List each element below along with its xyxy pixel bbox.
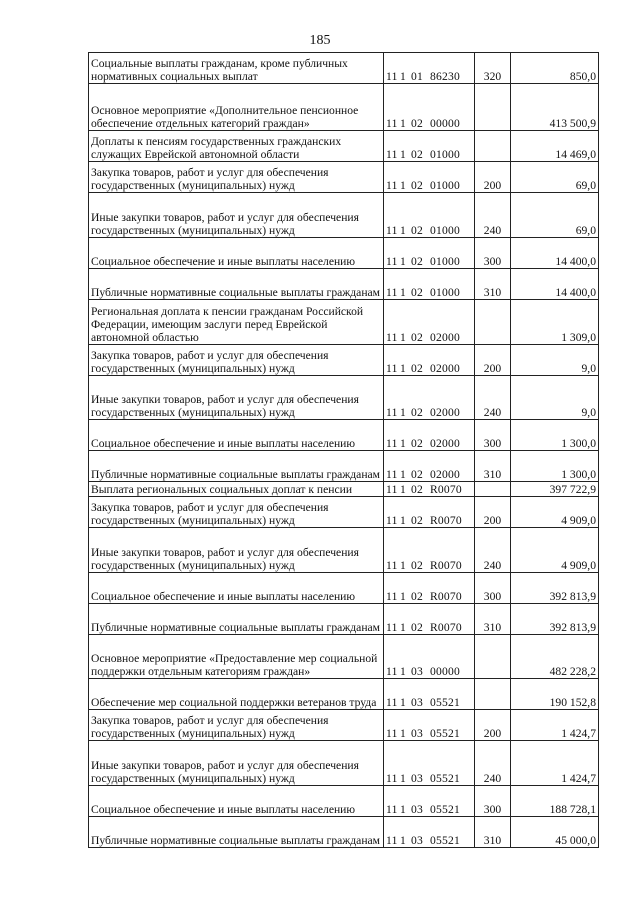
table-row — [89, 53, 599, 84]
code-segment: 1 — [400, 148, 406, 161]
row-code — [384, 345, 475, 376]
row-code — [384, 710, 475, 741]
code-segment: 11 — [386, 362, 398, 375]
table-row — [89, 679, 599, 710]
code-segment: 01000 — [430, 224, 460, 237]
table-row — [89, 497, 599, 528]
row-expense-type: 200 — [475, 345, 511, 376]
row-name: Основное мероприятие «Предоставление мер социальной поддержки отдельным категориям граждан» — [89, 635, 384, 679]
row-name: Закупка товаров, работ и услуг для обеспечения государственных (муниципальных) нужд — [89, 162, 384, 193]
code-segment: 1 — [400, 437, 406, 450]
code-segment: R0070 — [430, 621, 462, 634]
table-row — [89, 451, 599, 482]
table-row — [89, 345, 599, 376]
row-code — [384, 451, 475, 482]
code-segment: 1 — [400, 331, 406, 344]
code-segment: 11 — [386, 255, 398, 268]
code-segment: 11 — [386, 483, 398, 496]
code-segment: 02 — [411, 437, 423, 450]
table-row — [89, 162, 599, 193]
row-name: Публичные нормативные социальные выплаты гражданам — [89, 817, 384, 848]
row-name: Обеспечение мер социальной поддержки ветеранов труда — [89, 679, 384, 710]
table-row — [89, 573, 599, 604]
code-segment: 02 — [411, 179, 423, 192]
code-segment: 1 — [400, 665, 406, 678]
row-sum: 397 722,9 — [511, 482, 599, 497]
row-sum: 69,0 — [511, 162, 599, 193]
row-code — [384, 604, 475, 635]
code-segment: 1 — [400, 621, 406, 634]
row-code — [384, 162, 475, 193]
code-segment: 02000 — [430, 362, 460, 375]
code-segment: 01000 — [430, 148, 460, 161]
code-segment: 00000 — [430, 117, 460, 130]
row-name: Выплата региональных социальных доплат к пенсии — [89, 482, 384, 497]
code-segment: 05521 — [430, 772, 460, 785]
row-code — [384, 269, 475, 300]
row-code — [384, 420, 475, 451]
row-expense-type: 200 — [475, 497, 511, 528]
code-segment: 02 — [411, 286, 423, 299]
code-segment: 02 — [411, 255, 423, 268]
code-segment: 1 — [400, 362, 406, 375]
code-segment: 11 — [386, 696, 398, 709]
row-sum: 14 469,0 — [511, 131, 599, 162]
budget-table — [88, 52, 599, 848]
code-segment: 1 — [400, 727, 406, 740]
row-name: Социальные выплаты гражданам, кроме публичных нормативных социальных выплат — [89, 53, 384, 84]
row-name: Публичные нормативные социальные выплаты гражданам — [89, 269, 384, 300]
code-segment: 1 — [400, 590, 406, 603]
row-sum: 1 424,7 — [511, 741, 599, 786]
code-segment: 1 — [400, 483, 406, 496]
table-row — [89, 528, 599, 573]
row-code — [384, 238, 475, 269]
row-code — [384, 786, 475, 817]
row-code — [384, 193, 475, 238]
row-name: Иные закупки товаров, работ и услуг для обеспечения государственных (муниципальных) нужд — [89, 376, 384, 420]
code-segment: R0070 — [430, 483, 462, 496]
code-segment: 03 — [411, 772, 423, 785]
code-segment: 11 — [386, 468, 398, 481]
code-segment: 01000 — [430, 286, 460, 299]
row-name: Социальное обеспечение и иные выплаты населению — [89, 420, 384, 451]
code-segment: 1 — [400, 834, 406, 847]
row-name: Публичные нормативные социальные выплаты гражданам — [89, 604, 384, 635]
table-row — [89, 376, 599, 420]
code-segment: 01000 — [430, 255, 460, 268]
row-sum: 392 813,9 — [511, 573, 599, 604]
code-segment: 02000 — [430, 331, 460, 344]
code-segment: 05521 — [430, 727, 460, 740]
row-name: Иные закупки товаров, работ и услуг для обеспечения государственных (муниципальных) нужд — [89, 193, 384, 238]
code-segment: 1 — [400, 772, 406, 785]
code-segment: 03 — [411, 696, 423, 709]
code-segment: 02 — [411, 621, 423, 634]
code-segment: 11 — [386, 286, 398, 299]
row-name: Иные закупки товаров, работ и услуг для обеспечения государственных (муниципальных) нужд — [89, 528, 384, 573]
row-expense-type: 310 — [475, 604, 511, 635]
code-segment: 1 — [400, 514, 406, 527]
code-segment: 86230 — [430, 70, 460, 83]
code-segment: 02 — [411, 362, 423, 375]
row-code — [384, 741, 475, 786]
code-segment: 11 — [386, 803, 398, 816]
row-sum: 4 909,0 — [511, 528, 599, 573]
row-name: Иные закупки товаров, работ и услуг для обеспечения государственных (муниципальных) нужд — [89, 741, 384, 786]
row-sum: 9,0 — [511, 376, 599, 420]
row-expense-type: 300 — [475, 573, 511, 604]
code-segment: 11 — [386, 406, 398, 419]
code-segment: 11 — [386, 590, 398, 603]
row-expense-type: 240 — [475, 376, 511, 420]
row-sum: 4 909,0 — [511, 497, 599, 528]
row-name: Закупка товаров, работ и услуг для обеспечения государственных (муниципальных) нужд — [89, 345, 384, 376]
table-row — [89, 238, 599, 269]
code-segment: 02 — [411, 406, 423, 419]
code-segment: R0070 — [430, 590, 462, 603]
row-sum: 1 300,0 — [511, 451, 599, 482]
row-expense-type: 300 — [475, 786, 511, 817]
code-segment: 00000 — [430, 665, 460, 678]
table-row — [89, 741, 599, 786]
row-code — [384, 482, 475, 497]
code-segment: 11 — [386, 621, 398, 634]
table-row — [89, 635, 599, 679]
code-segment: 05521 — [430, 803, 460, 816]
code-segment: 1 — [400, 70, 406, 83]
row-expense-type: 310 — [475, 451, 511, 482]
code-segment: 11 — [386, 117, 398, 130]
table-row — [89, 131, 599, 162]
table-row — [89, 269, 599, 300]
row-name: Социальное обеспечение и иные выплаты населению — [89, 238, 384, 269]
code-segment: 02 — [411, 514, 423, 527]
code-segment: 1 — [400, 255, 406, 268]
row-expense-type — [475, 300, 511, 345]
code-segment: 11 — [386, 727, 398, 740]
row-expense-type: 200 — [475, 162, 511, 193]
code-segment: 11 — [386, 772, 398, 785]
code-segment: 11 — [386, 834, 398, 847]
table-row — [89, 420, 599, 451]
code-segment: 01 — [411, 70, 423, 83]
row-expense-type — [475, 131, 511, 162]
budget-table-body — [89, 53, 599, 848]
code-segment: 1 — [400, 224, 406, 237]
code-segment: 02 — [411, 117, 423, 130]
row-code — [384, 376, 475, 420]
row-expense-type: 310 — [475, 817, 511, 848]
code-segment: 02 — [411, 224, 423, 237]
code-segment: 02 — [411, 559, 423, 572]
row-sum: 188 728,1 — [511, 786, 599, 817]
code-segment: 02000 — [430, 468, 460, 481]
code-segment: 11 — [386, 559, 398, 572]
table-row — [89, 710, 599, 741]
table-row — [89, 84, 599, 131]
table-row — [89, 786, 599, 817]
code-segment: 1 — [400, 179, 406, 192]
code-segment: 11 — [386, 514, 398, 527]
row-name: Закупка товаров, работ и услуг для обеспечения государственных (муниципальных) нужд — [89, 497, 384, 528]
table-row — [89, 193, 599, 238]
code-segment: 1 — [400, 117, 406, 130]
code-segment: 03 — [411, 803, 423, 816]
row-code — [384, 84, 475, 131]
code-segment: R0070 — [430, 559, 462, 572]
row-code — [384, 528, 475, 573]
row-name: Публичные нормативные социальные выплаты гражданам — [89, 451, 384, 482]
row-sum: 1 424,7 — [511, 710, 599, 741]
code-segment: 11 — [386, 331, 398, 344]
code-segment: 05521 — [430, 696, 460, 709]
row-sum: 14 400,0 — [511, 269, 599, 300]
table-row — [89, 482, 599, 497]
row-expense-type: 320 — [475, 53, 511, 84]
row-name: Социальное обеспечение и иные выплаты населению — [89, 573, 384, 604]
code-segment: 1 — [400, 468, 406, 481]
code-segment: 11 — [386, 70, 398, 83]
table-row — [89, 604, 599, 635]
code-segment: 02 — [411, 468, 423, 481]
code-segment: 11 — [386, 179, 398, 192]
code-segment: 01000 — [430, 179, 460, 192]
code-segment: 02000 — [430, 406, 460, 419]
row-sum: 482 228,2 — [511, 635, 599, 679]
row-name: Региональная доплата к пенсии гражданам Российской Федерации, имеющим заслуги перед Еврейской автономной областью — [89, 300, 384, 345]
page-number: 185 — [309, 33, 331, 48]
row-expense-type: 200 — [475, 710, 511, 741]
row-expense-type: 240 — [475, 193, 511, 238]
code-segment: 1 — [400, 559, 406, 572]
row-code — [384, 131, 475, 162]
code-segment: 02 — [411, 331, 423, 344]
row-code — [384, 573, 475, 604]
code-segment: 03 — [411, 727, 423, 740]
row-code — [384, 817, 475, 848]
row-name: Закупка товаров, работ и услуг для обеспечения государственных (муниципальных) нужд — [89, 710, 384, 741]
row-code — [384, 679, 475, 710]
code-segment: 02 — [411, 483, 423, 496]
code-segment: 03 — [411, 665, 423, 678]
code-segment: 11 — [386, 665, 398, 678]
row-expense-type — [475, 635, 511, 679]
row-sum: 413 500,9 — [511, 84, 599, 131]
row-sum: 850,0 — [511, 53, 599, 84]
row-expense-type: 240 — [475, 741, 511, 786]
code-segment: 1 — [400, 406, 406, 419]
code-segment: 02 — [411, 590, 423, 603]
row-expense-type — [475, 679, 511, 710]
table-row — [89, 300, 599, 345]
row-sum: 14 400,0 — [511, 238, 599, 269]
code-segment: 11 — [386, 437, 398, 450]
row-sum: 392 813,9 — [511, 604, 599, 635]
code-segment: 02000 — [430, 437, 460, 450]
code-segment: 02 — [411, 148, 423, 161]
code-segment: 1 — [400, 696, 406, 709]
code-segment: 1 — [400, 803, 406, 816]
row-code — [384, 53, 475, 84]
row-name: Основное мероприятие «Дополнительное пенсионное обеспечение отдельных категорий граждан» — [89, 84, 384, 131]
row-sum: 1 300,0 — [511, 420, 599, 451]
code-segment: 1 — [400, 286, 406, 299]
code-segment: 11 — [386, 148, 398, 161]
row-sum: 9,0 — [511, 345, 599, 376]
row-sum: 1 309,0 — [511, 300, 599, 345]
code-segment: 05521 — [430, 834, 460, 847]
code-segment: 03 — [411, 834, 423, 847]
code-segment: 11 — [386, 224, 398, 237]
row-code — [384, 635, 475, 679]
row-expense-type: 240 — [475, 528, 511, 573]
row-code — [384, 300, 475, 345]
row-name: Социальное обеспечение и иные выплаты населению — [89, 786, 384, 817]
row-name: Доплаты к пенсиям государственных гражданских служащих Еврейской автономной области — [89, 131, 384, 162]
row-expense-type: 300 — [475, 420, 511, 451]
row-sum: 190 152,8 — [511, 679, 599, 710]
row-code — [384, 497, 475, 528]
row-expense-type: 310 — [475, 269, 511, 300]
row-sum: 69,0 — [511, 193, 599, 238]
row-expense-type: 300 — [475, 238, 511, 269]
row-expense-type — [475, 84, 511, 131]
row-sum: 45 000,0 — [511, 817, 599, 848]
table-row — [89, 817, 599, 848]
code-segment: R0070 — [430, 514, 462, 527]
row-expense-type — [475, 482, 511, 497]
